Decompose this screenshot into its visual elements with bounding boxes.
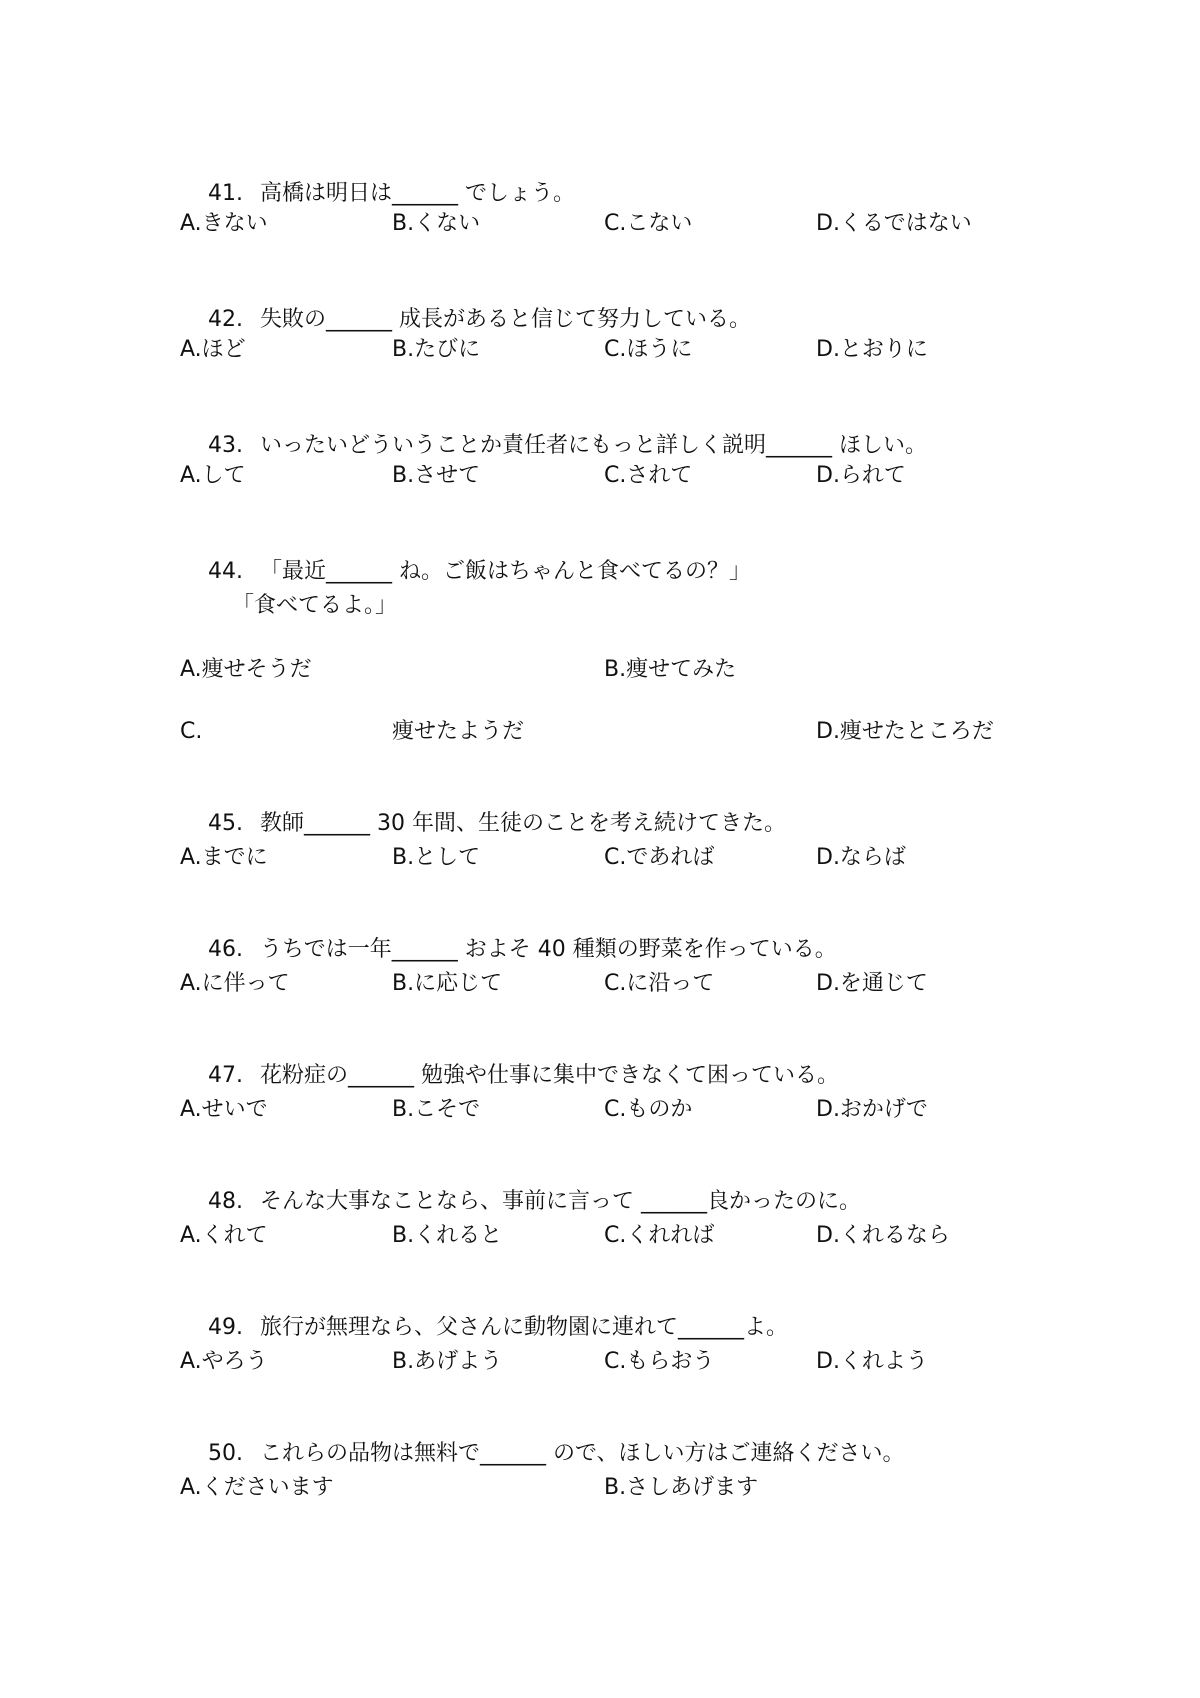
option-d: D.とおりに <box>816 337 928 362</box>
option-c-text: 痩せたようだ <box>392 719 525 744</box>
option-b: B.さしあげます <box>604 1475 759 1500</box>
question-number: 48. <box>207 1189 243 1214</box>
question-text-continuation: 「食べてるよ。」 <box>232 593 398 618</box>
question-number: 41. <box>207 181 243 206</box>
option-b: B.くない <box>392 211 481 236</box>
option-d: D.おかげで <box>816 1097 928 1122</box>
question-47 <box>180 1034 839 1118</box>
question-number: 50. <box>207 1441 243 1466</box>
option-c: C.もらおう <box>604 1349 715 1374</box>
question-text: そんな大事なことなら、事前に言って ______良かったのに。 <box>259 1189 861 1214</box>
question-text: 「最近______ ね。ご飯はちゃんと食べてるの？」 <box>259 559 751 584</box>
option-a: A.やろう <box>180 1349 268 1374</box>
option-a: A.ほど <box>180 337 246 362</box>
option-c: C.ほうに <box>604 337 693 362</box>
option-b: B.くれると <box>392 1223 503 1248</box>
option-c: C.に沿って <box>604 971 715 996</box>
option-b: B.させて <box>392 463 481 488</box>
question-text: いったいどういうことか責任者にもっと詳しく説明______ ほしい。 <box>259 433 927 458</box>
option-b: B.に応じて <box>392 971 503 996</box>
option-b: B.痩せてみた <box>604 657 737 682</box>
question-text: 高橋は明日は______ でしょう。 <box>259 181 575 206</box>
option-a: A.痩せそうだ <box>180 657 312 682</box>
question-48 <box>180 1160 861 1244</box>
question-number: 42. <box>207 307 243 332</box>
question-text: うちでは一年______ およそ 40 種類の野菜を作っている。 <box>259 937 837 962</box>
option-d: D.ならば <box>816 845 906 870</box>
question-text: 失敗の______ 成長があると信じて努力している。 <box>259 307 751 332</box>
option-a: A.せいで <box>180 1097 268 1122</box>
option-b: B.あげよう <box>392 1349 503 1374</box>
option-d: D.くるではない <box>816 211 972 236</box>
question-number: 43. <box>207 433 243 458</box>
question-text: 教師______ 30 年間、生徒のことを考え続けてきた。 <box>259 811 786 836</box>
option-c: C.されて <box>604 463 693 488</box>
question-number: 49. <box>207 1315 243 1340</box>
question-number: 44. <box>207 559 243 584</box>
question-text: これらの品物は無料で______ ので、ほしい方はご連絡ください。 <box>259 1441 905 1466</box>
option-d: D.痩せたところだ <box>816 719 994 744</box>
option-d: D.られて <box>816 463 906 488</box>
question-text: 旅行が無理なら、父さんに動物園に連れて______よ。 <box>259 1315 788 1340</box>
question-number: 47. <box>207 1063 243 1088</box>
question-number: 46. <box>207 937 243 962</box>
option-d: D.くれよう <box>816 1349 928 1374</box>
option-a: A.くださいます <box>180 1475 334 1500</box>
question-43 <box>180 404 927 488</box>
option-d: D.くれるなら <box>816 1223 950 1248</box>
question-number: 45. <box>207 811 243 836</box>
option-d: D.を通じて <box>816 971 928 996</box>
option-b: B.こそで <box>392 1097 481 1122</box>
option-a: A.して <box>180 463 246 488</box>
option-b: B.として <box>392 845 481 870</box>
option-a: A.きない <box>180 211 268 236</box>
option-b: B.たびに <box>392 337 481 362</box>
question-text: 花粉症の______ 勉強や仕事に集中できなくて困っている。 <box>259 1063 839 1088</box>
option-a: A.に伴って <box>180 971 290 996</box>
option-c: C. <box>180 719 203 744</box>
option-c: C.くれれば <box>604 1223 715 1248</box>
option-c: C.であれば <box>604 845 715 870</box>
option-c: C.こない <box>604 211 693 236</box>
option-a: A.くれて <box>180 1223 268 1248</box>
option-c: C.ものか <box>604 1097 693 1122</box>
option-a: A.までに <box>180 845 268 870</box>
